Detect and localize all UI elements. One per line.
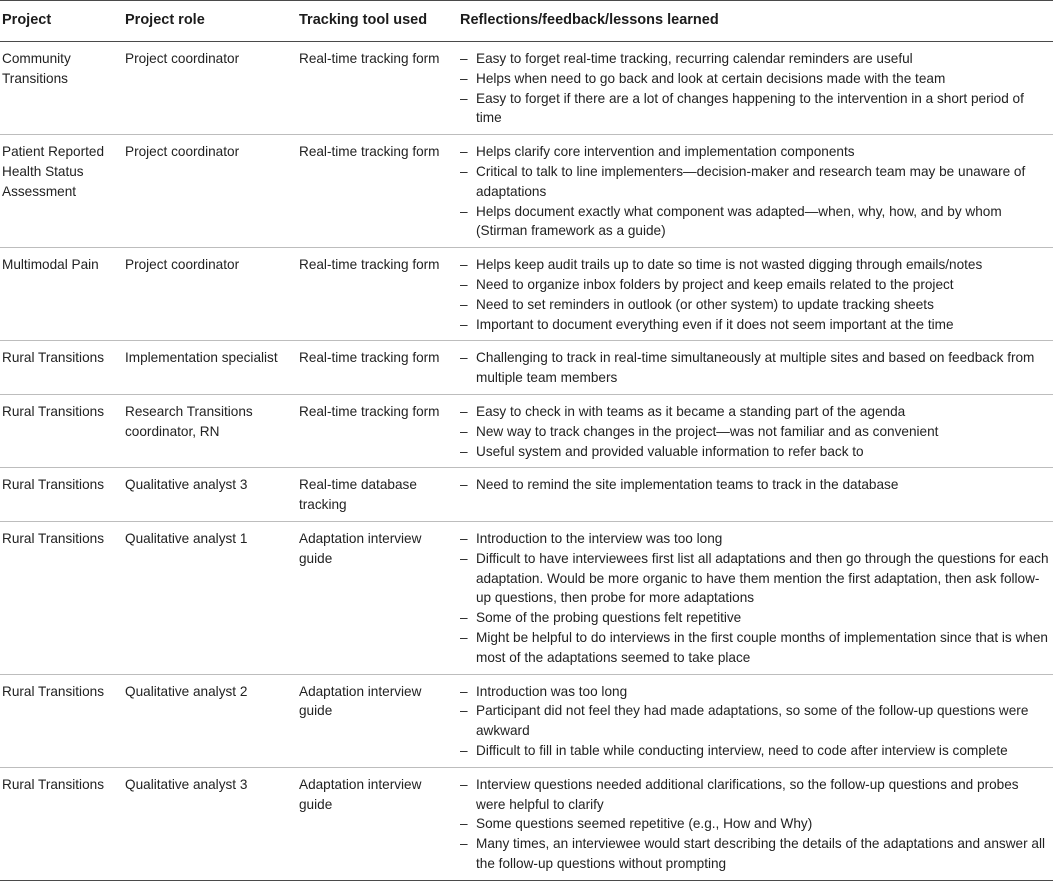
role-cell: Research Transitions coordinator, RN (123, 394, 297, 467)
table-row (0, 135, 1053, 248)
reflections-list (460, 142, 1051, 241)
project-cell: Rural Transitions (0, 341, 123, 395)
reflection-item: – Difficult to fill in table while conducting interview, need to code after interview is complete (460, 741, 1051, 761)
tool-cell: Real-time tracking form (297, 341, 458, 395)
reflection-item: – Participant did not feel they had made adaptations, so some of the follow-up questions were awkward (460, 701, 1051, 741)
role-cell: Project coordinator (123, 42, 297, 135)
reflections-list (460, 402, 1051, 461)
header-tracking-tool: Tracking tool used (297, 1, 458, 42)
project-cell: Rural Transitions (0, 521, 123, 674)
reflections-cell (458, 394, 1053, 467)
role-cell: Project coordinator (123, 248, 297, 341)
reflection-item: – Helps clarify core intervention and implementation components (460, 142, 1051, 162)
project-cell: Community Transitions (0, 42, 123, 135)
tool-cell: Real-time tracking form (297, 248, 458, 341)
reflection-item: – Need to set reminders in outlook (or other system) to update tracking sheets (460, 295, 1051, 315)
reflection-item: – Introduction to the interview was too long (460, 529, 1051, 549)
reflection-item: – Many times, an interviewee would start describing the details of the adaptations and answer all the follow-up questions without prompting (460, 834, 1051, 874)
tool-cell: Adaptation interview guide (297, 674, 458, 767)
reflections-cell (458, 42, 1053, 135)
role-cell: Qualitative analyst 3 (123, 767, 297, 880)
reflection-item: – Easy to forget if there are a lot of changes happening to the intervention in a short period of time (460, 89, 1051, 129)
reflections-list (460, 475, 1051, 495)
reflection-item: – Difficult to have interviewees first list all adaptations and then go through the questions for each adaptation. Would be more organic to have them mention the first adaptation, then ask follow-up questions, then probe for more adaptations (460, 549, 1051, 608)
reflection-item: – Introduction was too long (460, 682, 1051, 702)
table-row (0, 521, 1053, 674)
header-project-role: Project role (123, 1, 297, 42)
table-row (0, 394, 1053, 467)
role-cell: Implementation specialist (123, 341, 297, 395)
role-cell: Project coordinator (123, 135, 297, 248)
table-header (0, 1, 1053, 42)
tool-cell: Adaptation interview guide (297, 767, 458, 880)
reflections-cell (458, 135, 1053, 248)
table-row (0, 248, 1053, 341)
reflection-item: – Easy to check in with teams as it became a standing part of the agenda (460, 402, 1051, 422)
reflection-item: – Need to organize inbox folders by project and keep emails related to the project (460, 275, 1051, 295)
reflections-list (460, 255, 1051, 334)
table-row (0, 767, 1053, 880)
reflections-cell (458, 248, 1053, 341)
role-cell: Qualitative analyst 2 (123, 674, 297, 767)
reflection-item: – New way to track changes in the project—was not familiar and as convenient (460, 422, 1051, 442)
tool-cell: Real-time tracking form (297, 394, 458, 467)
reflections-cell (458, 468, 1053, 522)
project-cell: Multimodal Pain (0, 248, 123, 341)
project-cell: Patient Reported Health Status Assessment (0, 135, 123, 248)
table-row (0, 341, 1053, 395)
reflection-item: – Critical to talk to line implementers—decision-maker and research team may be unaware of adaptations (460, 162, 1051, 202)
reflections-cell (458, 767, 1053, 880)
table-row (0, 674, 1053, 767)
reflections-list (460, 49, 1051, 128)
reflection-item: – Useful system and provided valuable information to refer back to (460, 442, 1051, 462)
reflection-item: – Challenging to track in real-time simultaneously at multiple sites and based on feedback from multiple team members (460, 348, 1051, 388)
header-reflections: Reflections/feedback/lessons learned (458, 1, 1053, 42)
project-cell: Rural Transitions (0, 674, 123, 767)
reflections-cell (458, 674, 1053, 767)
project-cell: Rural Transitions (0, 468, 123, 522)
header-project: Project (0, 1, 123, 42)
reflections-list (460, 682, 1051, 761)
table-body (0, 42, 1053, 881)
table-row (0, 42, 1053, 135)
tool-cell: Real-time tracking form (297, 42, 458, 135)
project-cell: Rural Transitions (0, 767, 123, 880)
tool-cell: Adaptation interview guide (297, 521, 458, 674)
role-cell: Qualitative analyst 3 (123, 468, 297, 522)
tool-cell: Real-time tracking form (297, 135, 458, 248)
reflection-item: – Helps when need to go back and look at certain decisions made with the team (460, 69, 1051, 89)
role-cell: Qualitative analyst 1 (123, 521, 297, 674)
header-row (0, 1, 1053, 42)
reflection-item: – Some of the probing questions felt repetitive (460, 608, 1051, 628)
project-cell: Rural Transitions (0, 394, 123, 467)
reflection-item: – Easy to forget real-time tracking, recurring calendar reminders are useful (460, 49, 1051, 69)
reflection-item: – Interview questions needed additional clarifications, so the follow-up questions and probes were helpful to clarify (460, 775, 1051, 815)
reflections-list (460, 529, 1051, 668)
reflection-item: – Need to remind the site implementation teams to track in the database (460, 475, 1051, 495)
tool-cell: Real-time database tracking (297, 468, 458, 522)
reflection-item: – Helps keep audit trails up to date so time is not wasted digging through emails/notes (460, 255, 1051, 275)
reflection-item: – Some questions seemed repetitive (e.g., How and Why) (460, 814, 1051, 834)
reflections-list (460, 348, 1051, 388)
reflection-item: – Helps document exactly what component was adapted—when, why, how, and by whom (Stirman framework as a guide) (460, 202, 1051, 242)
reflection-item: – Might be helpful to do interviews in the first couple months of implementation since that is when most of the adaptations seemed to take place (460, 628, 1051, 668)
reflections-cell (458, 341, 1053, 395)
reflections-cell (458, 521, 1053, 674)
reflections-list (460, 775, 1051, 874)
reflection-item: – Important to document everything even if it does not seem important at the time (460, 315, 1051, 335)
table-row (0, 468, 1053, 522)
